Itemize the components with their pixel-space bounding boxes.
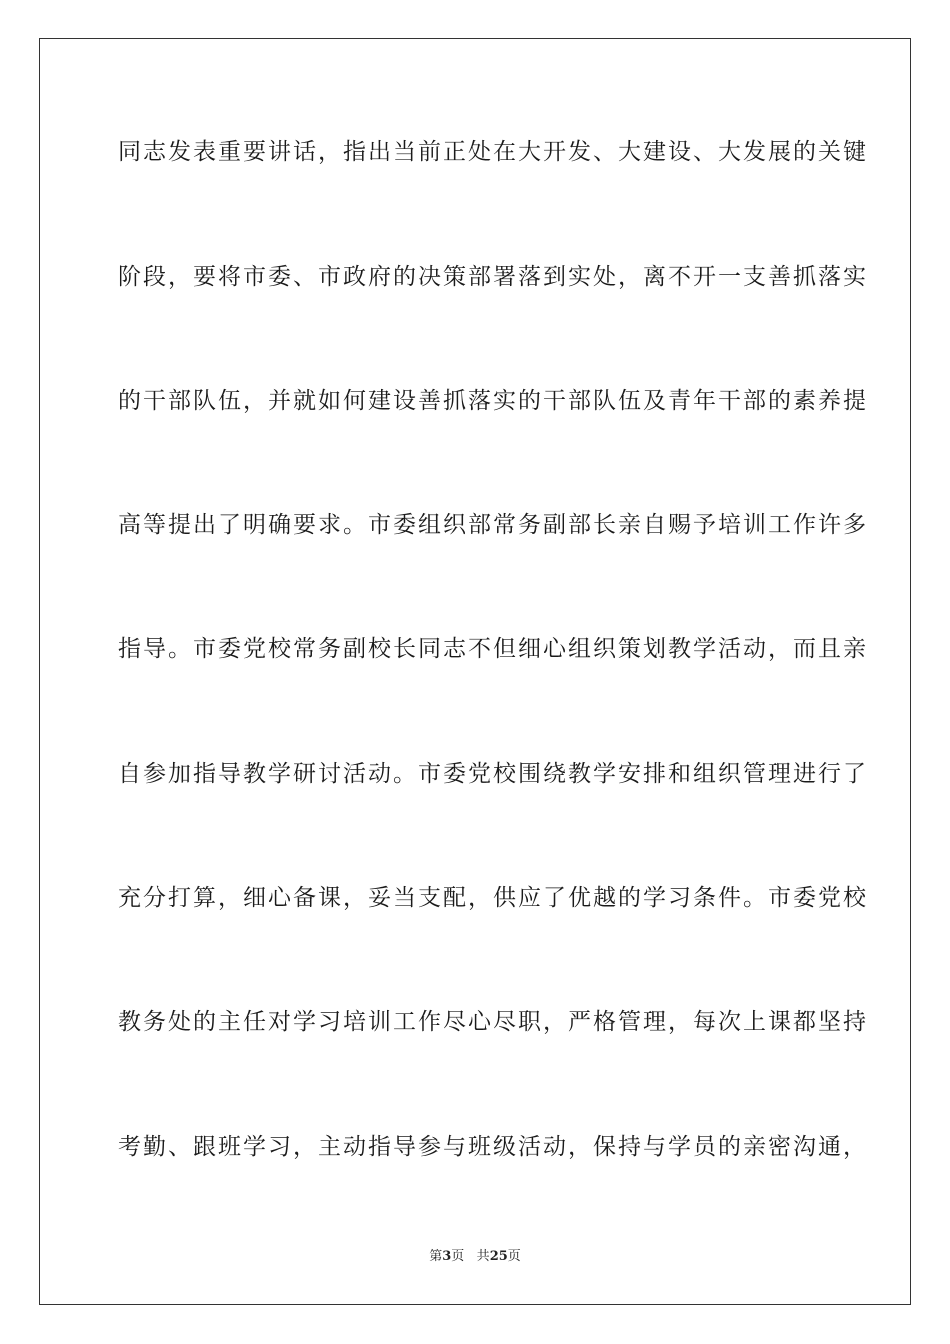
body-text-line-5: 指导。市委党校常务副校长同志不但细心组织策划教学活动，而且亲: [118, 636, 868, 662]
body-text-line-6: 自参加指导教学研讨活动。市委党校围绕教学安排和组织管理进行了: [118, 761, 868, 787]
total-prefix: 共: [476, 1249, 490, 1264]
body-text-line-2: 阶段，要将市委、市政府的决策部署落到实处，离不开一支善抓落实: [118, 264, 868, 290]
body-text-line-7: 充分打算，细心备课，妥当支配，供应了优越的学习条件。市委党校: [118, 885, 868, 911]
page-suffix: 页: [451, 1249, 465, 1264]
total-suffix: 页: [507, 1249, 521, 1264]
body-text-line-9: 考勤、跟班学习，主动指导参与班级活动，保持与学员的亲密沟通，: [118, 1134, 868, 1160]
page-border: [39, 38, 911, 1305]
body-text-line-8: 教务处的主任对学习培训工作尽心尽职，严格管理，每次上课都坚持: [118, 1009, 868, 1035]
page-footer: [0, 1249, 950, 1265]
body-text-line-1: 同志发表重要讲话，指出当前正处在大开发、大建设、大发展的关键: [118, 139, 868, 165]
body-text-line-3: 的干部队伍，并就如何建设善抓落实的干部队伍及青年干部的素养提: [118, 388, 868, 414]
body-text-line-4: 高等提出了明确要求。市委组织部常务副部长亲自赐予培训工作许多: [118, 512, 868, 538]
total-pages: 25: [489, 1249, 508, 1264]
page-prefix: 第: [429, 1249, 443, 1264]
page-number: 3: [442, 1249, 452, 1264]
